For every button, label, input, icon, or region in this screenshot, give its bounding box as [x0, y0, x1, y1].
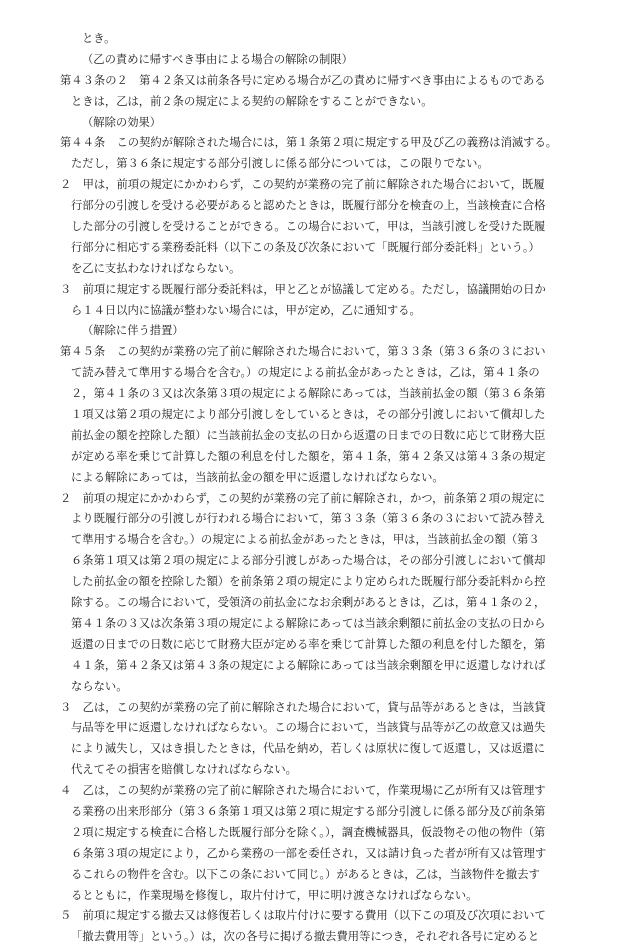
- text-line: ６条第１項又は第２項の規定による部分引渡しがあった場合は，その部分引渡しにおいて償却: [71, 554, 546, 568]
- text-line: （解除の効果）: [82, 115, 162, 129]
- text-line: 代えてその損害を賠償しなければならない。: [71, 763, 297, 777]
- text-line: 第４５条 この契約が業務の完了前に解除された場合において，第３３条（第３６条の３におい: [60, 345, 546, 359]
- text-line: ６条第３項の規定により，乙から業務の一部を委任され，又は請け負った者が所有又は管理す: [71, 846, 547, 860]
- text-line: ２，第４１条の３又は次条第３項の規定による解除にあっては，当該前払金の額（第３６条第: [71, 387, 546, 401]
- text-line: 行部分の引渡しを受ける必要があると認めたときは，既履行部分を検査の上，当該検査に合格: [71, 199, 546, 213]
- text-line: ら１４日以内に協議が整わない場合には，甲が定め，乙に通知する。: [71, 303, 421, 317]
- text-line: ３ 乙は，この契約が業務の完了前に解除された場合において，貸与品等があるときは，当該貸: [60, 700, 546, 714]
- text-line: 第４３条の２ 第４２条又は前条各号に定める場合が乙の責めに帰すべき事由によるものである: [60, 73, 546, 87]
- text-line: による解除にあっては，当該前払金の額を甲に返還しなければならない。: [71, 470, 444, 484]
- text-line: 返還の日までの日数に応じて財務大臣が定める率を乗じて計算した額の利息を付した額を，第: [71, 637, 546, 651]
- text-line: ２項に規定する検査に合格した既履行部分を除く。），調査機械器具，仮設物その他の物件（第: [71, 825, 546, 839]
- text-line: 第４４条 この契約が解除された場合には，第１条第２項に規定する甲及び乙の義務は消滅する。: [60, 136, 558, 150]
- text-line: ４ 乙は，この契約が業務の完了前に解除された場合において，作業現場に乙が所有又は管理す: [60, 784, 546, 798]
- text-line: （解除に伴う措置）: [82, 324, 184, 338]
- text-line: ２ 甲は，前項の規定にかかわらず，この契約が業務の完了前に解除された場合において，既履: [60, 178, 545, 192]
- text-line: ４１条，第４２条又は第４３条の規定による解除にあっては当該余剰額を甲に返還しなければ: [71, 658, 546, 672]
- text-line: 与品等を甲に返還しなければならない。この場合において，当該貸与品等が乙の故意又は過失: [71, 721, 546, 735]
- text-line: る業務の出来形部分（第３６条第１項又は第２項に規定する部分引渡しに係る部分及び前条第: [71, 804, 546, 818]
- text-line: 第４１条の３又は次条第３項の規定による解除にあっては当該余剰額に前払金の支払の日から: [71, 616, 546, 630]
- text-line: 前払金の額を控除した額）に当該前払金の支払の日から返還の日までの日数に応じて財務大臣: [71, 428, 546, 442]
- text-line: とき。: [82, 32, 116, 45]
- text-line: るとともに，作業現場を修復し，取片付けて，甲に明け渡さなければならない。: [71, 888, 478, 902]
- text-line: 「撤去費用等」という。）は，次の各号に掲げる撤去費用等につき，それぞれ各号に定めると: [71, 930, 540, 944]
- text-line: した部分の引渡しを受けることができる。この場合において，甲は，当該引渡しを受けた既履: [71, 220, 546, 234]
- text-line: 行部分に相応する業務委託料（以下この条及び次条において「既履行部分委託料」という。）: [71, 240, 540, 254]
- text-line: が定める率を乗じて計算した額の利息を付した額を，第４１条，第４２条又は第４３条の規定: [71, 449, 546, 463]
- text-line: ときは，乙は，前２条の規定による契約の解除をすることができない。: [71, 94, 433, 108]
- text-line: るこれらの物件を含む。以下この条において同じ。）があるときは，乙は，当該物件を撤去す: [71, 867, 540, 881]
- text-line: ２ 前項の規定にかかわらず，この契約が業務の完了前に解除され，かつ，前条第２項の規定に: [60, 491, 546, 505]
- text-line: 除する。この場合において，受領済の前払金になお余剰があるときは，乙は，第４１条の２，: [71, 596, 546, 610]
- text-line: ３ 前項に規定する既履行部分委託料は，甲と乙とが協議して定める。ただし，協議開始の日か: [60, 282, 546, 296]
- document-body: [60, 29, 580, 948]
- text-line: ならない。: [71, 679, 128, 693]
- text-line: を乙に支払わなければならない。: [71, 261, 241, 275]
- text-line: （乙の責めに帰すべき事由による場合の解除の制限）: [82, 52, 353, 66]
- text-line: より既履行部分の引渡しが行われる場合において，第３３条（第３６条の３において読み替え: [71, 512, 546, 526]
- text-line: て準用する場合を含む。）の規定による前払金があったときは，甲は，当該前払金の額（第３: [71, 533, 540, 547]
- text-line: １項又は第２項の規定により部分引渡しをしているときは，その部分引渡しにおいて償却した: [71, 408, 546, 422]
- text-line: て読み替えて準用する場合を含む。）の規定による前払金があったときは，乙は，第４１条の: [71, 366, 540, 380]
- text-line: により滅失し，又はき損したときは，代品を納め，若しくは原状に復して返還し，又は返還に: [71, 742, 546, 756]
- text-line: ただし，第３６条に規定する部分引渡しに係る部分については，この限りでない。: [71, 157, 489, 171]
- text-line: ５ 前項に規定する撤去又は修復若しくは取片付けに要する費用（以下この項及び次項において: [60, 909, 546, 923]
- text-line: した前払金の額を控除した額）を前条第２項の規定により定められた既履行部分委託料から控: [71, 575, 546, 589]
